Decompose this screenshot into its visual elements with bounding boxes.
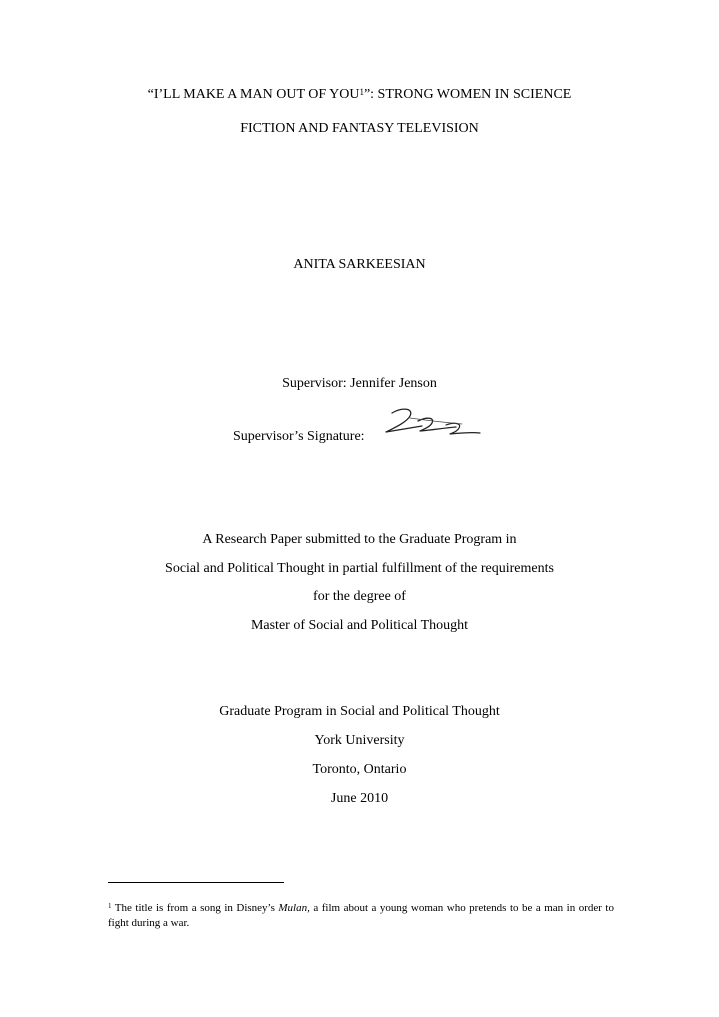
program-name: Graduate Program in Social and Political Thought xyxy=(219,704,500,719)
signature-label: Supervisor’s Signature: xyxy=(233,429,365,444)
submission-line-2: Social and Political Thought in partial fulfillment of the requirements xyxy=(165,561,554,576)
title-line-1 xyxy=(0,86,719,104)
author-name: ANITA SARKEESIAN xyxy=(293,257,426,272)
handwritten-signature xyxy=(380,404,484,438)
footnote-separator xyxy=(108,882,284,883)
footnote-text-start: The title is from a song in Disney’s xyxy=(111,902,279,914)
university-name: York University xyxy=(314,733,405,748)
title-text-end: ”: STRONG WOMEN IN SCIENCE xyxy=(363,87,572,102)
location: Toronto, Ontario xyxy=(312,762,407,777)
supervisor-name: Supervisor: Jennifer Jenson xyxy=(282,376,437,391)
footnote xyxy=(108,901,614,931)
title-line-2: FICTION AND FANTASY TELEVISION xyxy=(240,121,479,136)
title-text-start: “I’LL MAKE A MAN OUT OF YOU xyxy=(147,87,360,102)
degree-name: Master of Social and Political Thought xyxy=(250,618,469,633)
footnote-reference: 1 xyxy=(359,87,364,97)
submission-line-3: for the degree of xyxy=(313,589,406,604)
footnote-number: 1 xyxy=(108,902,112,910)
footnote-film-title: Mulan, xyxy=(278,902,310,914)
submission-line-1: A Research Paper submitted to the Graduate Program in xyxy=(202,532,517,547)
date: June 2010 xyxy=(330,791,389,806)
footnote-text-end: a film about a young woman who pretends to be a man in order to fight during a war. xyxy=(108,902,614,929)
